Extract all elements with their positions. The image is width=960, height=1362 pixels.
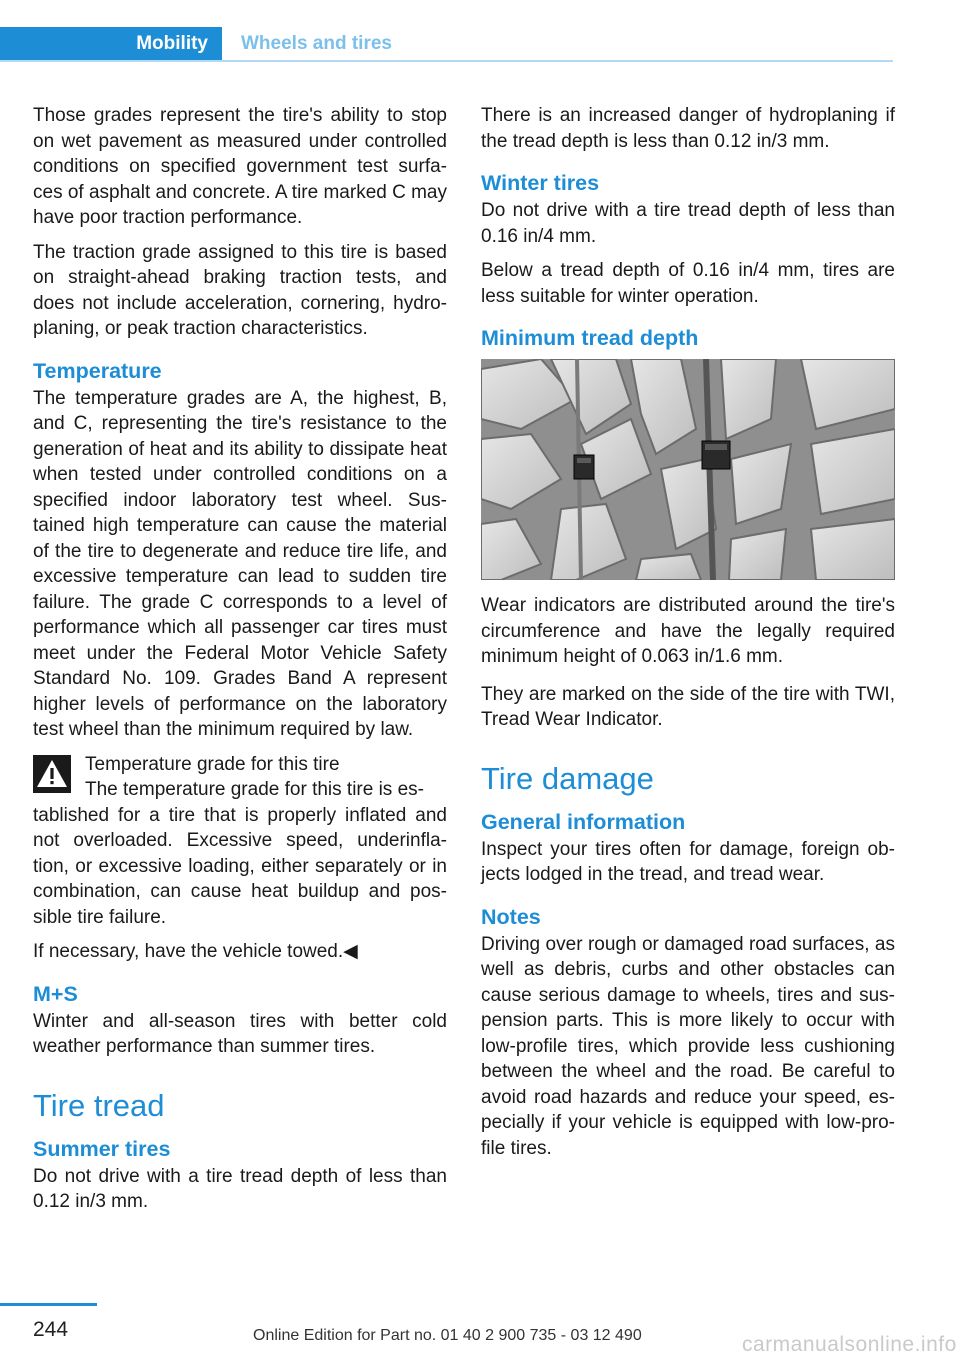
warning-text-rest: tablished for a tire that is properly inflated and not overloaded. Excessive speed, underinfla‐tion, or excessive loading, either separately or in combination, can cause heat buildup and pos‐sible tire failure. — [33, 804, 447, 928]
paragraph-winter-depth: Do not drive with a tire tread depth of less than 0.16 in/4 mm. — [481, 200, 895, 247]
page-header — [0, 0, 960, 62]
heading-notes: Notes — [481, 904, 541, 929]
paragraph-inspect: Inspect your tires often for damage, foreign ob‐jects lodged in the tread, and tread wear. — [481, 838, 895, 885]
heading-tire-damage: Tire damage — [481, 760, 654, 796]
section-tab — [0, 27, 222, 60]
wear-indicator-block-left — [574, 455, 594, 479]
page-number: 244 — [33, 1318, 69, 1341]
paragraph-hydroplaning: There is an increased danger of hydroplaning if the tread depth is less than 0.12 in/3 mm. — [481, 105, 895, 152]
paragraph-notes: Driving over rough or damaged road surfaces, as well as debris, curbs and other obstacles can cause serious damage to wheels, tires and sus‐pension parts. This is more likely to occur with low-profile tires, which provide less cushioning between the wheel and the road. Be careful to avoid road hazards and reduce your speed, es‐pecially if your vehicle is equipped with low-pro‐file tires. — [481, 933, 895, 1159]
heading-ms: M+S — [33, 981, 78, 1006]
warning-end: If necessary, have the vehicle towed.◀ — [33, 941, 358, 962]
heading-temperature: Temperature — [33, 358, 162, 383]
tread-wear-indicator-image — [481, 359, 895, 580]
warning-note — [33, 752, 447, 803]
warning-title: Temperature grade for this tire — [85, 753, 340, 775]
paragraph-traction-grades: Those grades represent the tire's ability to stop on wet pavement as measured under controlled conditions on specified government test surfa‐ces of asphalt and concrete. A tire marked C may have poor traction performance. — [33, 105, 447, 228]
paragraph-ms: Winter and all-season tires with better cold weather performance than summer tires. — [33, 1010, 447, 1057]
paragraph-twi: They are marked on the side of the tire with TWI, Tread Wear Indicator. — [481, 683, 895, 730]
warning-triangle-icon — [33, 755, 71, 793]
paragraph-temperature: The temperature grades are A, the highest, B, and C, representing the tire's resistance to the generation of heat and its ability to dissipate heat when tested under controlled conditions on a specified indoor laboratory test wheel. Sus‐tained high temperature can cause the material of the tire to degenerate and reduce tire life, and excessive temperature can lead to sudden tire failure. The grade C corresponds to a level of performance which all passenger car tires must meet under the Federal Motor Vehicle Safety Standard No. 109. Grades Band A represent higher levels of performance on the laboratory test wheel than the minimum required by law. — [33, 387, 447, 740]
heading-general-information: General information — [481, 809, 686, 834]
paragraph-winter-operation: Below a tread depth of 0.16 in/4 mm, tires are less suitable for winter operation. — [481, 260, 895, 307]
footer-edition: Online Edition for Part no. 01 40 2 900 735 - 03 12 490 — [253, 1327, 642, 1344]
paragraph-wear-indicators: Wear indicators are distributed around the tire's circumference and have the legally required minimum height of 0.063 in/1.6 mm. — [481, 595, 895, 667]
section-label: Mobility — [136, 32, 208, 54]
watermark: carmanualsonline.info — [742, 1333, 957, 1356]
subsection-tab — [241, 27, 392, 60]
wear-indicator-block-right — [702, 441, 730, 469]
heading-minimum-tread-depth: Minimum tread depth — [481, 326, 699, 350]
left-column — [33, 103, 447, 1224]
right-column — [481, 103, 895, 1170]
subsection-label: Wheels and tires — [241, 32, 392, 54]
warning-text-first: The temperature grade for this tire is es‐ — [85, 779, 424, 800]
heading-winter-tires: Winter tires — [481, 171, 600, 195]
footer-divider — [0, 1303, 97, 1306]
paragraph-traction-tests: The traction grade assigned to this tire is based on straight-ahead braking traction tests, and does not include acceleration, cornering, hydro‐planing, or peak traction characteristics. — [33, 241, 447, 339]
header-divider — [0, 60, 893, 62]
tire-tread-illustration — [481, 359, 895, 580]
heading-summer-tires: Summer tires — [33, 1136, 171, 1161]
heading-tire-tread: Tire tread — [33, 1087, 165, 1123]
paragraph-summer: Do not drive with a tire tread depth of less than 0.12 in/3 mm. — [33, 1165, 447, 1212]
